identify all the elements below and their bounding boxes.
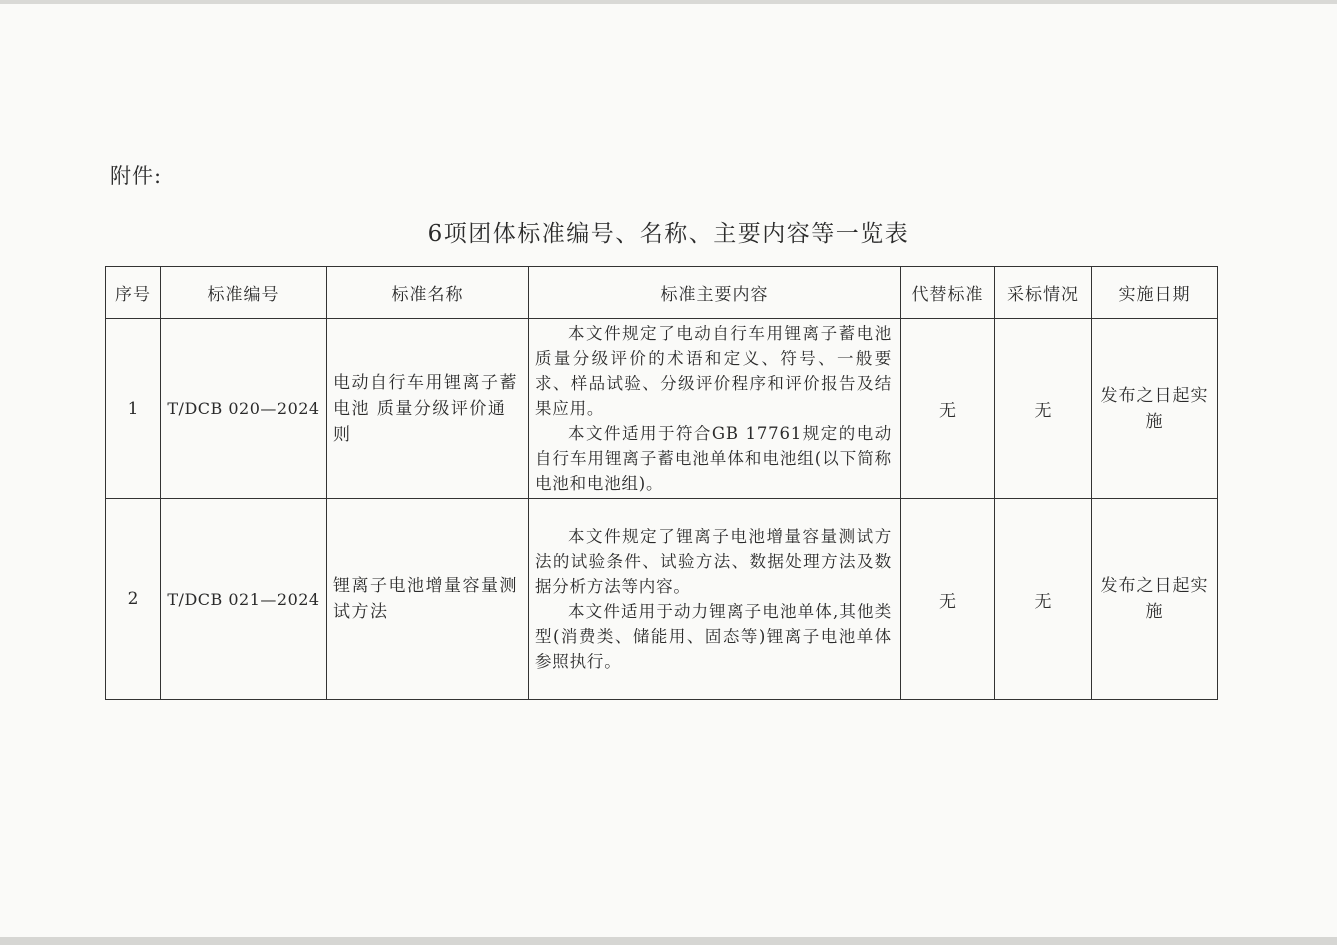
cell-no: 1: [106, 319, 161, 499]
content-paragraph-1: 本文件规定了锂离子电池增量容量测试方法的试验条件、试验方法、数据处理方法及数据分析方法等内容。: [535, 527, 892, 596]
table-row: [106, 499, 1218, 700]
cell-adoption: 无: [995, 319, 1092, 499]
content-paragraph-2: 本文件适用于动力锂离子电池单体,其他类型(消费类、储能用、固态等)锂离子电池单体参照执行。: [535, 602, 892, 671]
cell-effective-date: 发布之日起实施: [1092, 499, 1218, 700]
table-row: [106, 319, 1218, 499]
header-effective-date: 实施日期: [1092, 267, 1218, 319]
attachment-label: 附件:: [110, 164, 163, 188]
header-adoption: 采标情况: [995, 267, 1092, 319]
cell-replaces: 无: [901, 319, 995, 499]
cell-name: 锂离子电池增量容量测试方法: [327, 499, 529, 700]
cell-name: 电动自行车用锂离子蓄电池 质量分级评价通则: [327, 319, 529, 499]
header-code: 标准编号: [161, 267, 327, 319]
cell-code: T/DCB 021—2024: [161, 499, 327, 700]
cell-content: [529, 319, 901, 499]
header-no: 序号: [106, 267, 161, 319]
table-header-row: [106, 267, 1218, 319]
page-bottom-edge: [0, 937, 1337, 945]
cell-effective-date: 发布之日起实施: [1092, 319, 1218, 499]
standards-table: [105, 266, 1218, 700]
cell-code: T/DCB 020—2024: [161, 319, 327, 499]
content-paragraph-1: 本文件规定了电动自行车用锂离子蓄电池质量分级评价的术语和定义、符号、一般要求、样品试验、分级评价程序和评价报告及结果应用。: [535, 324, 892, 418]
cell-no: 2: [106, 499, 161, 700]
header-content: 标准主要内容: [529, 267, 901, 319]
document-title: 6项团体标准编号、名称、主要内容等一览表: [427, 221, 910, 247]
page-top-edge: [0, 0, 1337, 4]
header-replaces: 代替标准: [901, 267, 995, 319]
header-name: 标准名称: [327, 267, 529, 319]
cell-adoption: 无: [995, 499, 1092, 700]
cell-replaces: 无: [901, 499, 995, 700]
cell-content: [529, 499, 901, 700]
content-paragraph-2: 本文件适用于符合GB 17761规定的电动自行车用锂离子蓄电池单体和电池组(以下简称电池和电池组)。: [535, 424, 892, 493]
